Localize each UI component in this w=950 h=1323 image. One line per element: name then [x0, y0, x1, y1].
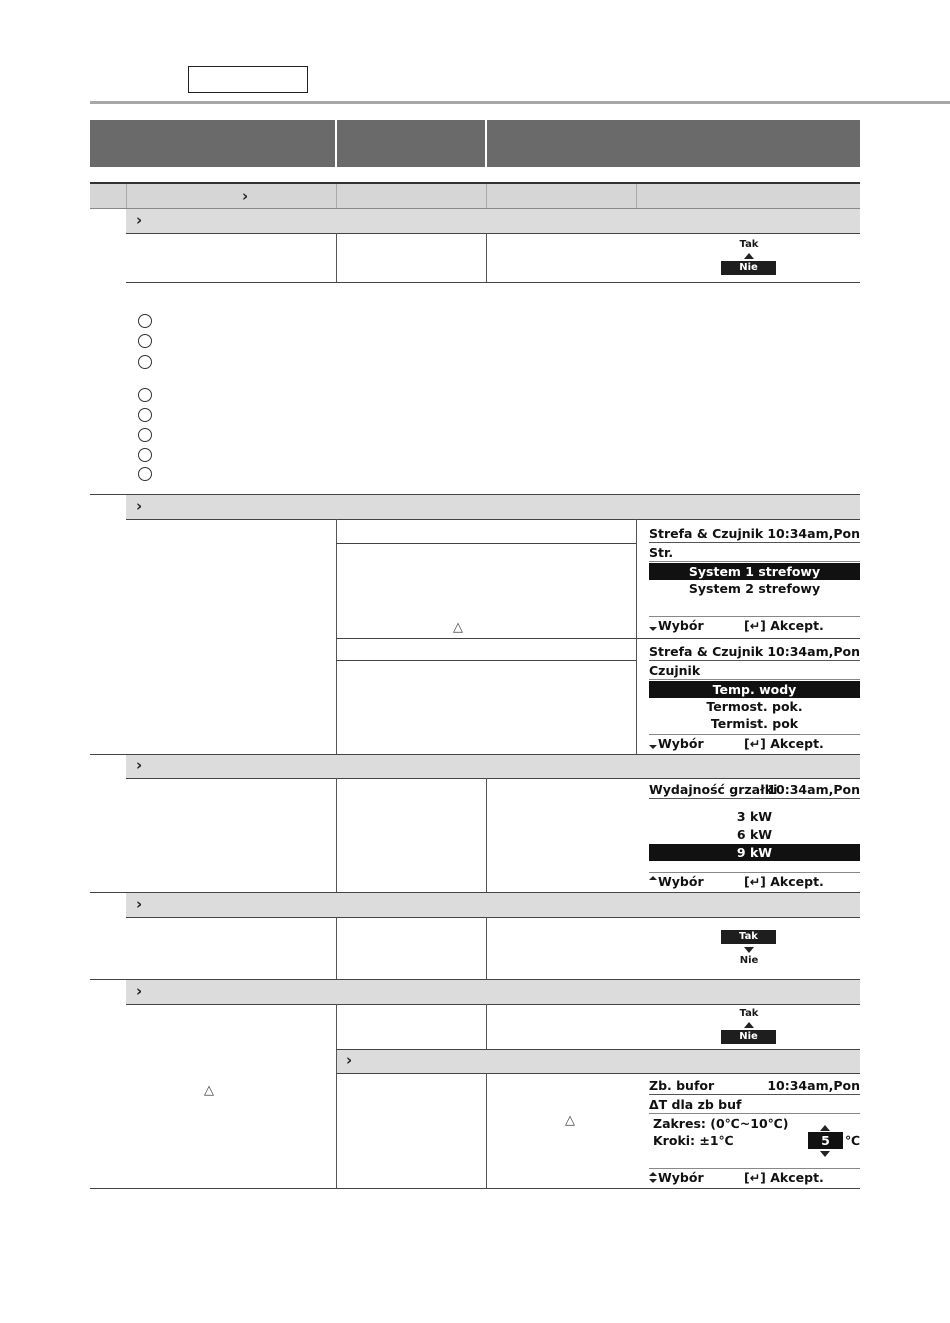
table-rule — [336, 638, 860, 639]
divider — [486, 917, 487, 979]
table-rule — [126, 519, 860, 520]
arrow-down-icon — [820, 1151, 830, 1157]
circle-marker — [138, 428, 152, 442]
chevron-right-icon: › — [136, 497, 143, 515]
warning-triangle-icon: △ — [565, 1113, 575, 1128]
arrow-up-icon — [820, 1125, 830, 1131]
table-rule — [126, 778, 860, 779]
arrow-up-icon — [649, 876, 657, 880]
divider — [486, 778, 487, 892]
lcd-time: 10:34am,Pon — [767, 526, 860, 541]
circle-marker — [138, 388, 152, 402]
arrow-down-icon — [744, 947, 754, 953]
lcd-title: Wydajność grzałki — [649, 782, 778, 797]
subsection-row-nested — [337, 1050, 860, 1073]
lcd-option: Termist. pok — [710, 716, 799, 731]
chevron-right-icon: › — [136, 982, 143, 1000]
lcd-footer-select: Wybór — [658, 1170, 704, 1185]
option-no: Nie — [739, 955, 759, 966]
divider — [336, 233, 337, 282]
chevron-right-icon: › — [136, 211, 143, 229]
divider — [126, 184, 127, 208]
warning-triangle-icon: △ — [453, 620, 463, 635]
table-rule — [336, 543, 636, 544]
lcd-title: Strefa & Czujnik — [649, 644, 764, 659]
divider — [486, 184, 487, 208]
circle-marker — [138, 408, 152, 422]
divider — [336, 778, 337, 892]
circle-marker — [138, 314, 152, 328]
lcd-subtitle: ΔT dla zb buf — [649, 1096, 860, 1114]
lcd-option: Termost. pok. — [706, 699, 803, 714]
lcd-option-selected: 9 kW — [649, 844, 860, 861]
table-rule — [126, 282, 860, 283]
circle-marker — [138, 334, 152, 348]
lcd-option-selected: System 1 strefowy — [649, 563, 860, 580]
divider — [336, 184, 337, 208]
option-no-selected: Nie — [721, 1030, 776, 1044]
table-header-col-2 — [337, 120, 485, 167]
divider — [336, 1004, 337, 1188]
divider — [636, 184, 637, 208]
option-yes: Tak — [739, 239, 759, 250]
divider — [486, 1073, 487, 1188]
chevron-right-icon: › — [346, 1051, 353, 1069]
subsection-row — [126, 893, 860, 917]
table-rule — [126, 233, 860, 234]
circle-marker — [138, 355, 152, 369]
lcd-footer-accept: [↵] Akcept. — [744, 874, 824, 889]
lcd-footer — [649, 616, 860, 634]
subsection-row — [126, 209, 860, 233]
lcd-steps: Kroki: ±1℃ — [653, 1133, 734, 1148]
table-rule — [126, 917, 860, 918]
lcd-title: Strefa & Czujnik — [649, 526, 764, 541]
lcd-footer — [649, 872, 860, 890]
lcd-footer-select: Wybór — [658, 618, 704, 633]
lcd-footer-accept: [↵] Akcept. — [744, 1170, 824, 1185]
table-header-col-3 — [487, 120, 860, 167]
lcd-title-bar — [649, 781, 860, 799]
divider — [336, 917, 337, 979]
table-rule — [336, 660, 636, 661]
lcd-range: Zakres: (0℃~10℃) — [653, 1116, 789, 1131]
lcd-time: 10:34am,Pon — [767, 644, 860, 659]
arrow-up-icon — [649, 1172, 657, 1176]
lcd-option-selected: Temp. wody — [649, 681, 860, 698]
arrow-down-icon — [649, 627, 657, 631]
table-rule — [90, 1188, 860, 1189]
table-rule — [336, 1073, 860, 1074]
lcd-footer-select: Wybór — [658, 874, 704, 889]
divider — [636, 519, 637, 754]
divider — [486, 1004, 487, 1049]
arrow-down-icon — [649, 745, 657, 749]
subsection-row — [126, 495, 860, 519]
lcd-footer-accept: [↵] Akcept. — [744, 618, 824, 633]
lcd-footer — [649, 734, 860, 752]
lcd-unit: ℃ — [845, 1133, 861, 1148]
lcd-option: 3 kW — [736, 809, 773, 824]
lcd-footer-select: Wybór — [658, 736, 704, 751]
section-row-main — [90, 184, 860, 208]
lcd-footer-accept: [↵] Akcept. — [744, 736, 824, 751]
lcd-option: 6 kW — [736, 827, 773, 842]
chevron-right-icon: › — [136, 895, 143, 913]
lcd-title-bar — [649, 525, 860, 543]
table-rule — [126, 1004, 860, 1005]
top-rule — [90, 101, 950, 104]
header-label-box — [188, 66, 308, 93]
arrow-up-icon — [744, 1022, 754, 1028]
lcd-option: System 2 strefowy — [688, 581, 821, 596]
arrow-up-icon — [744, 253, 754, 259]
chevron-right-icon: › — [136, 756, 143, 774]
lcd-time: 10:34am,Pon — [767, 1078, 860, 1093]
lcd-subtitle: Str. — [649, 544, 860, 562]
lcd-subtitle: Czujnik — [649, 662, 860, 680]
option-yes-selected: Tak — [721, 930, 776, 944]
chevron-right-icon: › — [242, 187, 249, 205]
circle-marker — [138, 467, 152, 481]
option-yes: Tak — [739, 1008, 759, 1019]
lcd-value: 5 — [808, 1132, 843, 1149]
option-no-selected: Nie — [721, 261, 776, 275]
circle-marker — [138, 448, 152, 462]
lcd-time: 10:34am,Pon — [767, 782, 860, 797]
subsection-row — [126, 755, 860, 778]
lcd-title-bar — [649, 1077, 860, 1095]
divider — [486, 233, 487, 282]
warning-triangle-icon: △ — [204, 1083, 214, 1098]
arrow-down-icon — [649, 1179, 657, 1183]
lcd-title-bar — [649, 643, 860, 661]
lcd-footer — [649, 1168, 860, 1186]
subsection-row — [126, 980, 860, 1004]
lcd-title: Zb. bufor — [649, 1078, 715, 1093]
divider — [336, 519, 337, 754]
table-header-col-1 — [90, 120, 335, 167]
